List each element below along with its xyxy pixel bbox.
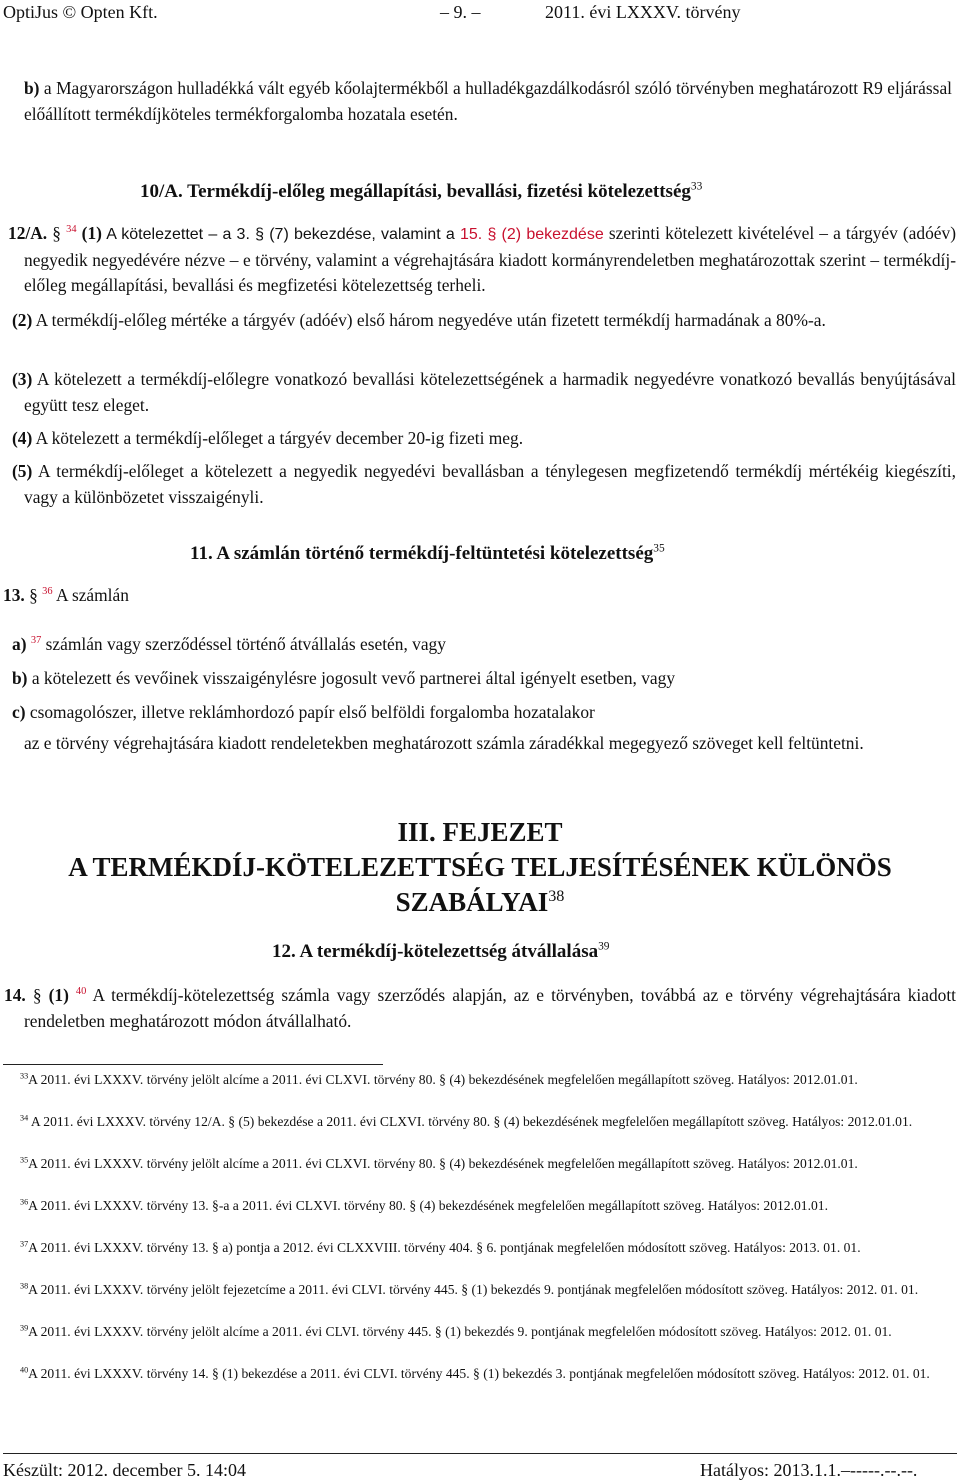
subsection-label: (4) (12, 428, 33, 448)
footnote-text: A 2011. évi LXXXV. törvény 12/A. § (5) bekezdése a 2011. évi CLXVI. törvény 80. § (4) bekezdésének megfelelően megállapított szöveg. Hatályos: 2012.01.01. (30, 1114, 913, 1129)
section-text: A számlán (52, 585, 129, 605)
footnote-number: 37 (20, 1239, 29, 1249)
subsection-text: A termékdíj-előleg mértéke a tárgyév (adóév) első három negyedéve után fizetett termékdíj harmadának a 80%-a. (32, 310, 826, 330)
section-12a-p3 (12, 367, 956, 418)
footnote-number: 35 (20, 1155, 29, 1165)
paragraph-sign: § (29, 585, 38, 605)
footnote-39 (6, 1321, 956, 1342)
footnote-text: A 2011. évi LXXXV. törvény 13. §-a a 2011. évi CLXVI. törvény 80. § (4) bekezdésének megfelelően megállapított szöveg. Hatályos: 2012.01.01. (28, 1198, 828, 1213)
subsection-label: (2) (12, 310, 33, 330)
footnote-ref: 39 (598, 940, 610, 953)
cross-reference-link[interactable]: 15. § (2) bekezdése (459, 226, 604, 243)
subsection-text: A termékdíj-előleget a kötelezett a negyedik negyedévi bevallásban a ténylegesen megfizetendő termékdíj mértékéig kiegészíti, vagy a különbözetet visszaigényli. (24, 461, 956, 507)
footnote-text: A 2011. évi LXXXV. törvény jelölt alcíme a 2011. évi CLVI. törvény 445. § (1) bekezdés 9. pontjának megfelelően módosított szöveg. Hatályos: 2012. 01. 01. (28, 1324, 892, 1339)
footnote-number: 40 (20, 1365, 29, 1375)
footnote-number: 39 (20, 1323, 29, 1333)
footnote-35 (6, 1153, 956, 1174)
footer-effective: Hatályos: 2013.1.1.–-----.--.--. (700, 1460, 918, 1480)
section-12a-p1 (8, 221, 956, 299)
footnote-33 (6, 1069, 956, 1090)
footnote-ref: 37 (30, 635, 42, 647)
header-page-number: – 9. – (440, 2, 481, 22)
section-number: 13. (3, 585, 25, 605)
paragraph-sign: § (52, 223, 61, 243)
footer-divider (3, 1453, 957, 1454)
footnote-number: 34 (20, 1113, 29, 1123)
subtitle-text: 11. A számlán történő termékdíj-feltüntetési kötelezettség (190, 543, 654, 564)
item-label: b) (12, 668, 28, 688)
footnote-text: A 2011. évi LXXXV. törvény 13. § a) pontja a 2012. évi CLXXVIII. törvény 404. § 6. pontjának megfelelően módosított szöveg. Hatályos: 2013. 01. 01. (28, 1240, 861, 1255)
section-12a-p2 (12, 308, 956, 334)
subsection-text: A termékdíj-kötelezettség számla vagy szerződés alapján, az e törvényben, továbbá az e törvény végrehajtására kiadott rendeletben meghatározott módon átvállalható. (24, 985, 956, 1031)
footnote-40 (6, 1363, 956, 1384)
section-number: 14. (4, 985, 26, 1005)
subsection-label: (5) (12, 461, 33, 481)
footnote-ref: 33 (690, 180, 703, 193)
subsection-label: (1) (81, 223, 102, 243)
footnote-37 (6, 1237, 956, 1258)
footnote-36 (6, 1195, 956, 1216)
subsection-label: (1) (48, 985, 69, 1005)
subsection-text: A kötelezett a termékdíj-előleget a tárgyév december 20-ig fizeti meg. (32, 428, 524, 448)
subtitle-11 (190, 543, 665, 565)
header-right: 2011. évi LXXXV. törvény (545, 2, 741, 22)
subsection-text: A kötelezettet – a 3. § (7) bekezdése, valamint a (101, 226, 460, 243)
item-label: c) (12, 702, 26, 722)
section-13-intro (3, 585, 129, 606)
chapter-number: III. FEJEZET (397, 817, 563, 847)
item-label: b) (24, 78, 40, 98)
subtitle-10a (140, 181, 702, 203)
footnote-text: A 2011. évi LXXXV. törvény jelölt alcíme a 2011. évi CLXVI. törvény 80. § (4) bekezdésének megfelelően megállapított szöveg. Hatályos: 2012.01.01. (28, 1072, 858, 1087)
section-12a-p4 (12, 426, 523, 452)
section-12a-p5 (12, 459, 956, 510)
chapter-name-line1: A TERMÉKDÍJ-KÖTELEZETTSÉG TELJESÍTÉSÉNEK KÜLÖNÖS (68, 852, 892, 882)
chapter-name-line2: SZABÁLYAI$^{38}$ (395, 887, 565, 917)
header-left: OptiJus © Opten Kft. (3, 2, 158, 22)
item-text: számlán vagy szerződéssel történő átvállalás esetén, vagy (41, 634, 446, 654)
section-number: 12/A. (8, 223, 48, 243)
paragraph-b-top (24, 76, 952, 127)
footnote-ref: 35 (653, 542, 665, 555)
paragraph-sign: § (32, 985, 42, 1005)
item-text: csomagolószer, illetve reklámhordozó papír első belföldi forgalomba hozatalakor (25, 702, 595, 722)
section-13-tail: az e törvény végrehajtására kiadott rendeletekben meghatározott számla záradékkal megegyező szöveget kell feltüntetni. (24, 733, 864, 753)
footnote-text: A 2011. évi LXXXV. törvény jelölt alcíme a 2011. évi CLXVI. törvény 80. § (4) bekezdésének megfelelően megállapított szöveg. Hatályos: 2012.01.01. (28, 1156, 858, 1171)
footnote-ref: 34 (66, 224, 77, 236)
footnote-text: A 2011. évi LXXXV. törvény jelölt fejezetcíme a 2011. évi CLVI. törvény 445. § (1) bekezdés 9. pontjának megfelelően módosított szöveg. Hatályos: 2012. 01. 01. (28, 1282, 919, 1297)
footnote-34 (6, 1111, 956, 1132)
section-14-p1 (4, 983, 956, 1034)
subtitle-12 (272, 941, 609, 963)
subtitle-text: 12. A termékdíj-kötelezettség átvállalása (272, 941, 599, 962)
footnote-number: 38 (20, 1281, 29, 1291)
subtitle-text: 10/A. Termékdíj-előleg megállapítási, bevallási, fizetési kötelezettség (140, 181, 691, 202)
list-item-c (12, 702, 595, 723)
subsection-text: A kötelezett a termékdíj-előlegre vonatkozó bevallási kötelezettségének a harmadik negyedévre vonatkozó bevallás benyújtásával együtt tesz eleget. (24, 369, 956, 415)
paragraph-text: a Magyarországon hulladékká vált egyéb kőolajtermékből a hulladékgazdálkodásról szóló törvényben meghatározott R9 eljárással előállított termékdíjköteles termékforgalomba hozatala esetén. (24, 78, 952, 124)
footnote-number: 36 (20, 1197, 29, 1207)
subsection-text-rest: szerinti kötelezett kivételével – a tárgyév (adóév) negyedik negyedévére nézve – e törvény, valamint a végrehajtására kiadott kormányrendeletben meghatározottak szerint – termékdíj-előleg megállapítási, bevallási és megfizetési kötelezettség terheli. (24, 223, 956, 296)
subsection-label: (3) (12, 369, 33, 389)
footer-created: Készült: 2012. december 5. 14:04 (3, 1460, 246, 1480)
chapter-title (0, 815, 960, 920)
footnote-ref: 38 (548, 887, 565, 905)
list-item-b (12, 668, 675, 689)
list-item-a (12, 634, 446, 655)
item-text: a kötelezett és vevőinek visszaigénylésre jogosult vevő partnerei által igényelt esetben, vagy (27, 668, 676, 688)
footnote-divider (3, 1064, 383, 1065)
footnote-ref: 36 (42, 586, 53, 598)
item-label: a) (12, 634, 27, 654)
footnote-number: 33 (20, 1071, 29, 1081)
footnote-text: A 2011. évi LXXXV. törvény 14. § (1) bekezdése a 2011. évi CLVI. törvény 445. § (1) bekezdés 3. pontjának megfelelően módosított szöveg. Hatályos: 2012. 01. 01. (28, 1366, 930, 1381)
footnote-ref: 40 (75, 986, 87, 998)
footnote-38 (6, 1279, 956, 1300)
